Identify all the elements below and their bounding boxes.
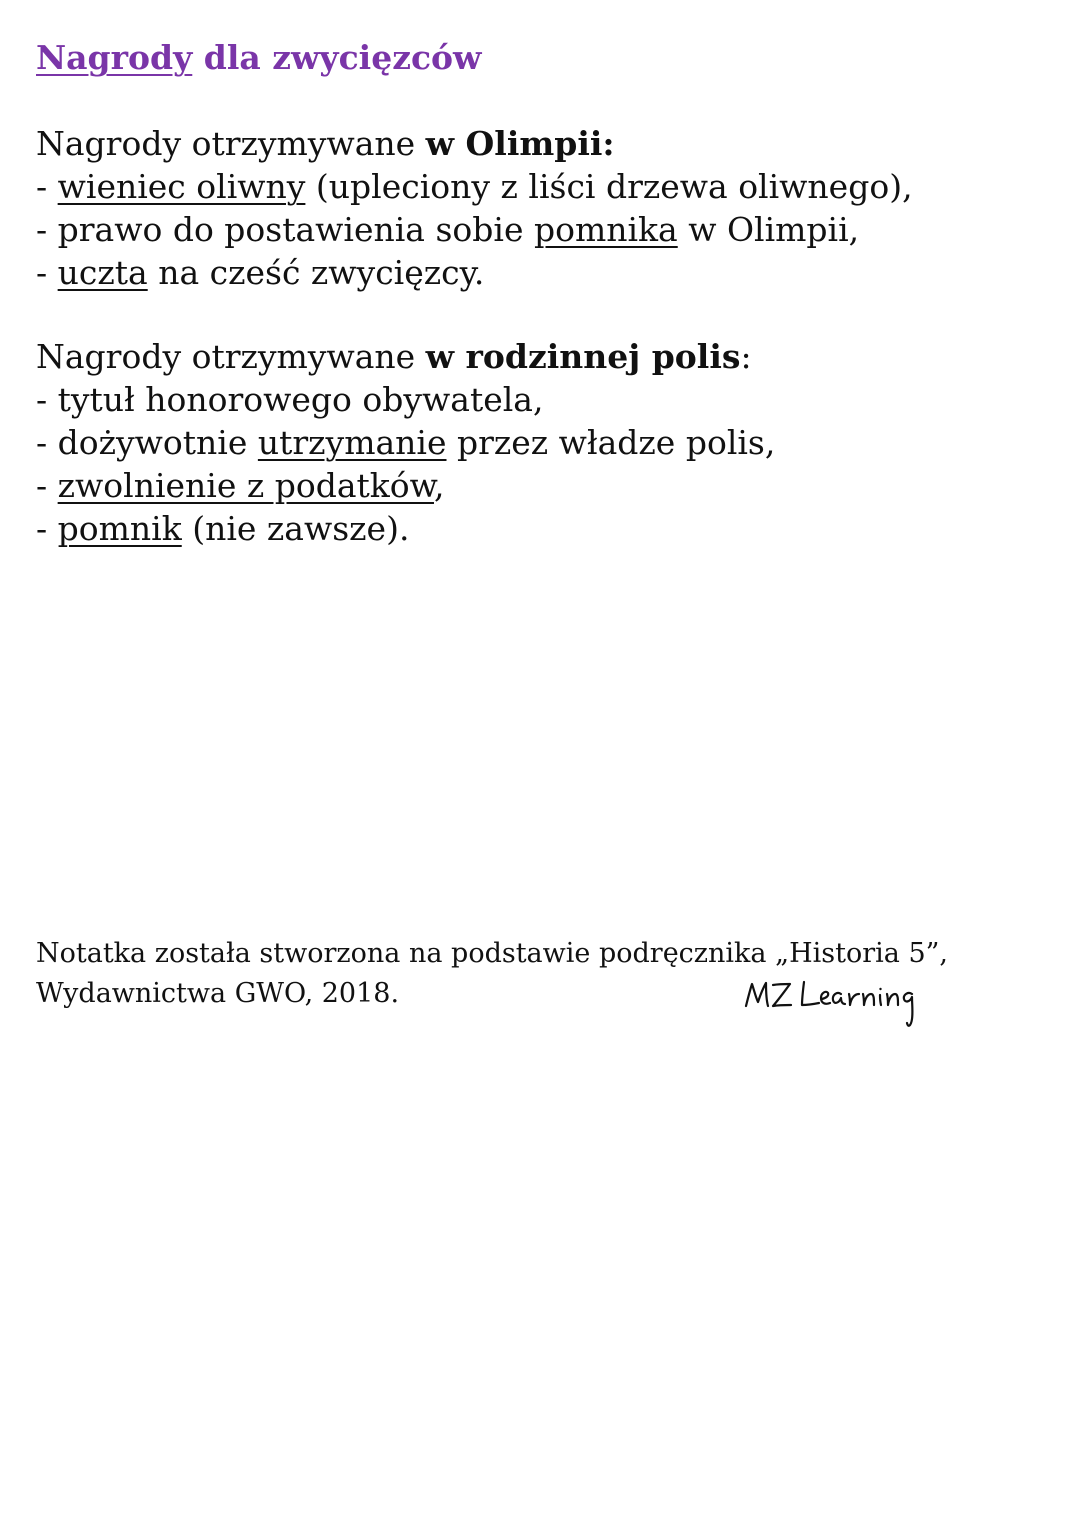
list-item-text: dożywotnie — [57, 423, 258, 462]
olympia-heading — [36, 122, 1046, 165]
list-item-text: w Olimpii, — [677, 210, 860, 249]
list-item-keyword: uczta — [57, 253, 148, 292]
source-note-line-2: Wydawnictwa GWO, 2018. — [36, 978, 400, 1009]
list-dash: - — [36, 509, 58, 548]
list-item-text: , — [433, 466, 445, 505]
olympia-heading-bold: w Olimpii: — [425, 124, 615, 163]
list-item-keyword: wieniec oliwny — [57, 167, 306, 206]
list-item — [36, 421, 1046, 464]
list-item-keyword: pomnik — [57, 509, 182, 548]
olympia-prizes-section — [36, 122, 1046, 294]
list-dash: - — [36, 466, 58, 505]
list-dash: - — [36, 423, 58, 462]
list-item — [36, 464, 1046, 507]
list-dash: - — [36, 210, 58, 249]
title-rest: dla zwycięzców — [192, 38, 482, 77]
polis-heading-prefix: Nagrody otrzymywane — [36, 337, 426, 376]
list-item-text: (upleciony z liści drzewa oliwnego), — [305, 167, 913, 206]
polis-heading-bold: w rodzinnej polis — [425, 337, 741, 376]
list-item-keyword: utrzymanie — [257, 423, 447, 462]
list-item-text: (nie zawsze). — [181, 509, 410, 548]
source-note-line-1: Notatka została stworzona na podstawie podręcznika „Historia 5”, — [36, 938, 949, 969]
list-item — [36, 378, 1046, 421]
polis-prizes-section — [36, 335, 1046, 550]
list-item-text: tytuł honorowego obywatela, — [57, 380, 544, 419]
list-dash: - — [36, 167, 58, 206]
list-item-text: prawo do postawienia sobie — [57, 210, 534, 249]
olympia-heading-prefix: Nagrody otrzymywane — [36, 124, 426, 163]
title-underlined-word: Nagrody — [36, 38, 193, 77]
list-item — [36, 208, 1046, 251]
list-item — [36, 251, 1046, 294]
list-item-keyword: pomnika — [533, 210, 678, 249]
list-item — [36, 507, 1046, 550]
list-dash: - — [36, 380, 58, 419]
list-item-text: przez władze polis, — [446, 423, 776, 462]
page-title — [36, 36, 481, 80]
polis-heading — [36, 335, 1046, 378]
signature-logo — [742, 972, 962, 1032]
list-item-keyword: zwolnienie z podatków — [57, 466, 434, 505]
list-item — [36, 165, 1046, 208]
list-item-text: na cześć zwycięzcy. — [147, 253, 485, 292]
polis-heading-suffix: : — [740, 337, 752, 376]
list-dash: - — [36, 253, 58, 292]
